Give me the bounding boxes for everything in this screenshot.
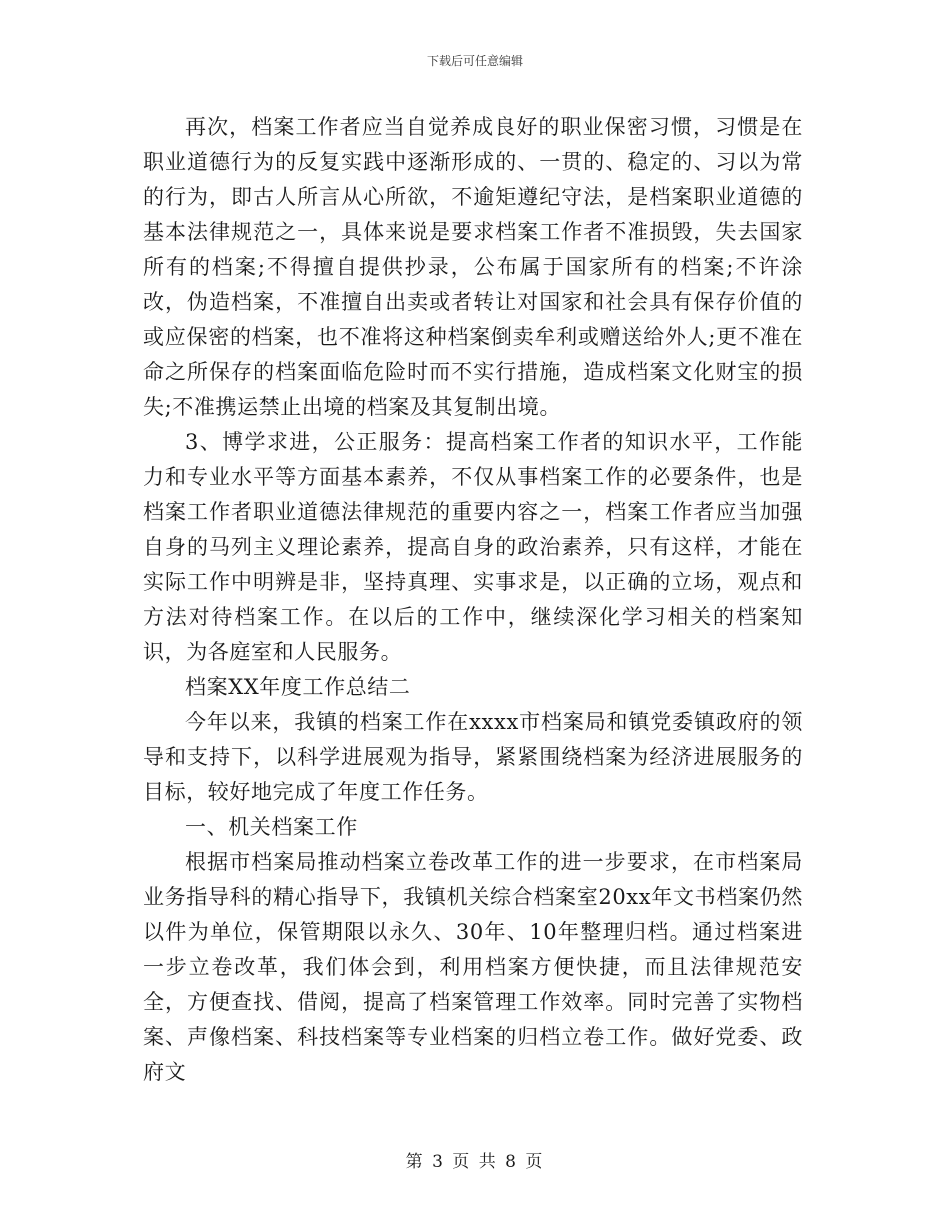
paragraph-intro: 今年以来，我镇的档案工作在xxxx市档案局和镇党委镇政府的领导和支持下，以科学进展观为指导，紧紧围绕档案为经济进展服务的目标，较好地完成了年度工作任务。 [143,710,803,804]
page-header: 下载后可任意编辑 [426,54,523,68]
page-footer: 第 3 页 共 8 页 [405,1152,545,1172]
section-title-summary-two: 档案XX年度工作总结二 [185,675,411,699]
paragraph-confidentiality: 再次，档案工作者应当自觉养成良好的职业保密习惯，习惯是在职业道德行为的反复实践中逐渐形成的、一贯的、稳定的、习以为常的行为，即古人所言从心所欲，不逾矩遵纪守法，是档案职业道德的基本法律规范之一，具体来说是要求档案工作者不准损毁，失去国家所有的档案;不得擅自提供抄录，公布属于国家所有的档案;不许涂改，伪造档案，不准擅自出卖或者转让对国家和社会具有保存价值的或应保密的档案，也不准将这种档案倒卖牟利或赠送给外人;更不准在命之所保存的档案面临危险时而不实行措施，造成档案文化财宝的损失;不准携运禁止出境的档案及其复制出境。 [143,115,803,419]
section-heading-agency-archives: 一、机关档案工作 [185,815,358,839]
paragraph-learning-service: 3、博学求进，公正服务：提高档案工作者的知识水平，工作能力和专业水平等方面基本素养，不仅从事档案工作的必要条件，也是档案工作者职业道德法律规范的重要内容之一，档案工作者应当加强自身的马列主义理论素养，提高自身的政治素养，只有这样，才能在实际工作中明辨是非，坚持真理、实事求是，以正确的立场，观点和方法对待档案工作。在以后的工作中，继续深化学习相关的档案知识，为各庭室和人民服务。 [143,430,803,664]
document-body [143,110,803,1090]
paragraph-archive-reform: 根据市档案局推动档案立卷改革工作的进一步要求，在市档案局业务指导科的精心指导下，我镇机关综合档案室20xx年文书档案仍然以件为单位，保管期限以永久、30年、10年整理归档。通过档案进一步立卷改革，我们体会到，利用档案方便快捷，而且法律规范安全，方便查找、借阅，提高了档案管理工作效率。同时完善了实物档案、声像档案、科技档案等专业档案的归档立卷工作。做好党委、政府文 [143,850,803,1084]
